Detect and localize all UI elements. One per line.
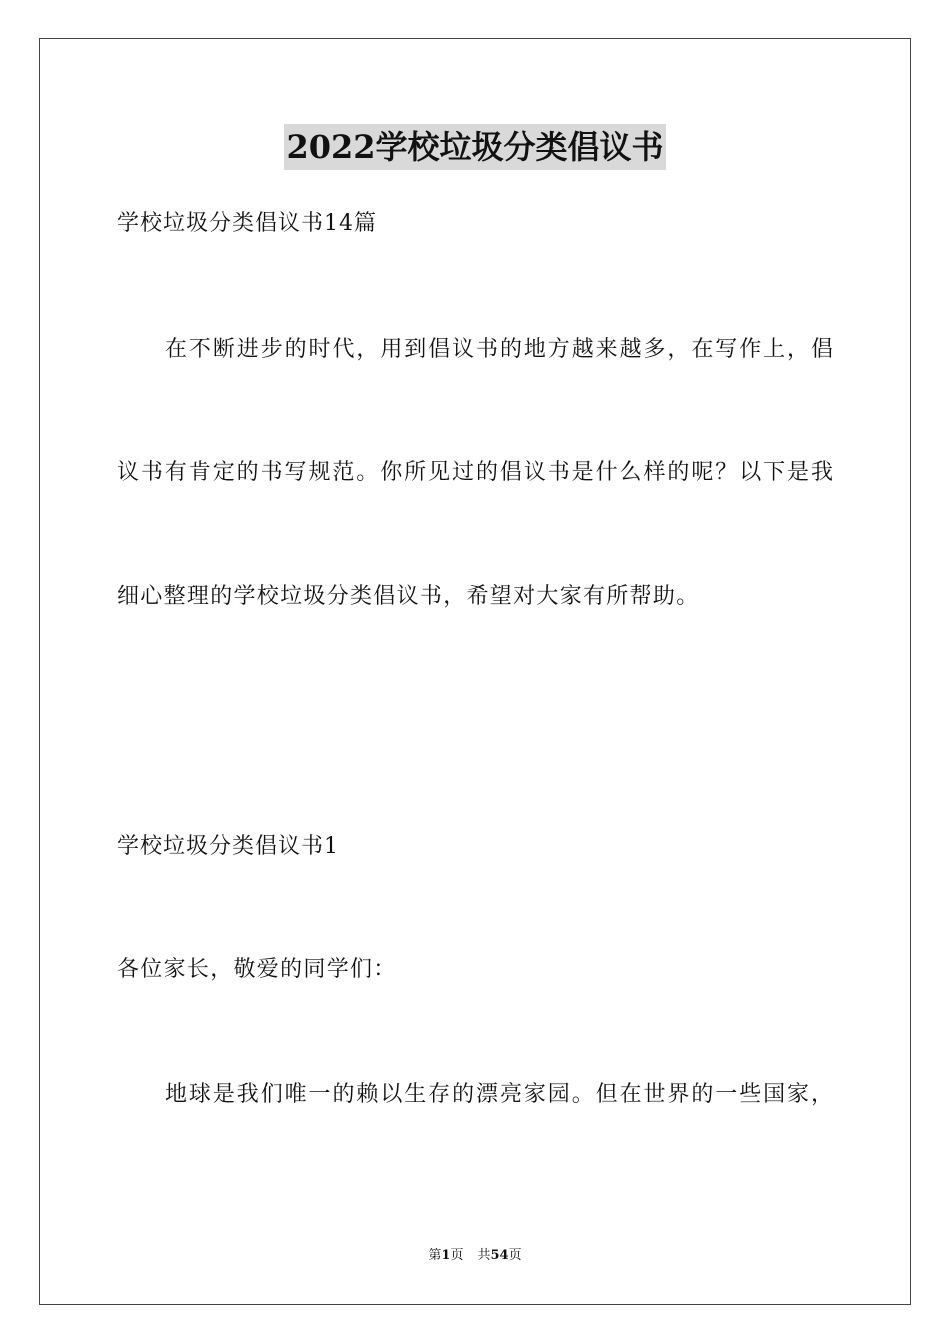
title-container — [0, 124, 950, 170]
total-prefix: 共 — [477, 1248, 491, 1263]
document-title: 2022学校垃圾分类倡议书 — [284, 124, 665, 170]
body-paragraph-line: 地球是我们唯一的赖以生存的漂亮家园。但在世界的一些国家， — [165, 1082, 833, 1107]
document-subtitle: 学校垃圾分类倡议书14篇 — [117, 211, 377, 236]
section-heading: 学校垃圾分类倡议书1 — [117, 834, 339, 859]
total-pages: 54 — [490, 1248, 509, 1263]
intro-line-2: 议书有肯定的书写规范。你所见过的倡议书是什么样的呢？以下是我 — [117, 460, 833, 485]
intro-line-3: 细心整理的学校垃圾分类倡议书，希望对大家有所帮助。 — [117, 584, 700, 609]
page-suffix: 页 — [450, 1248, 464, 1263]
intro-line-1: 在不断进步的时代，用到倡议书的地方越来越多，在写作上，倡 — [165, 337, 833, 362]
total-suffix: 页 — [508, 1248, 522, 1263]
page-footer — [0, 1246, 950, 1266]
salutation: 各位家长，敬爱的同学们： — [117, 957, 397, 982]
page-prefix: 第 — [428, 1248, 442, 1263]
page-number: 1 — [441, 1248, 451, 1263]
